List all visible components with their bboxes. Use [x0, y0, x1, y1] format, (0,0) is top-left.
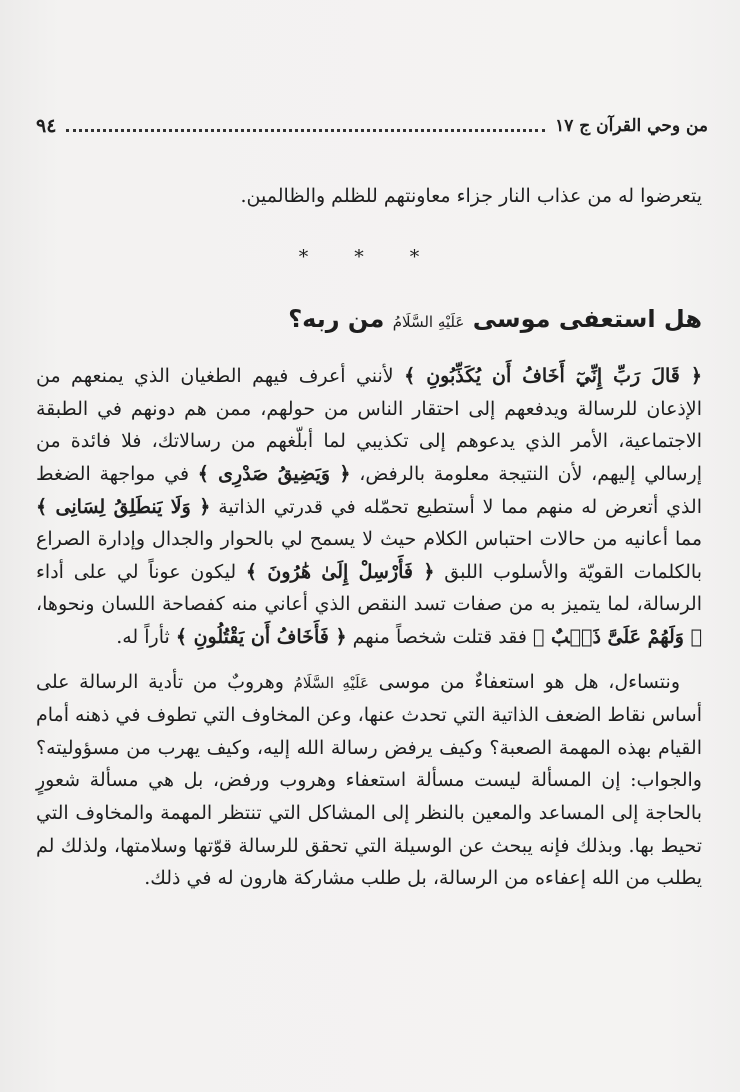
heading-text-end: من ربه؟: [288, 305, 385, 334]
honorific-glyph: عَلَيْهِ السَّلَامُ: [392, 313, 465, 332]
quran-quote: ﴿ فَأَرْسِلْ إِلَىٰ هَٰرُونَ ﴾: [245, 560, 435, 583]
paragraph-text: وهروبٌ من تأدية الرسالة على أساس نقاط الضعف الذاتية التي تحدث عنها، وعن المخاوف التي تطوف في ذهنه أمام القيام بهذه المهمة الصعبة؟ وكيف يرفض رسالة الله إليه، وكيف يهرب من مسؤوليته؟ والجواب: إن المسألة ليست مسألة استعفاء وهروب ورفض، بل هي مسألة شعورٍ بالحاجة إلى المساعد والمعين بالنظر إلى المشاكل التي تنتظر المهمة والمخاوف التي تحيط بها. وبذلك فإنه يبحث عن الوسيلة التي تحقق للرسالة قوّتها وسلامتها، ولذلك لم يطلب من الله إعفاءه من الرسالة، بل طلب مشاركة هارون له في ذلك.: [36, 670, 702, 890]
paragraph-text: ثأراً له.: [116, 625, 176, 648]
opening-line: يتعرضوا له من عذاب النار جزاء معاونتهم للظلم والظالمين.: [240, 185, 702, 207]
heading-text-start: هل استعفى موسى: [472, 305, 702, 334]
paragraph-text: فقد قتلت شخصاً منهم: [346, 625, 533, 648]
quran-quote: ﴿ قَالَ رَبِّ إِنِّيٓ أَخَافُ أَن يُكَذِّبُونِ ﴾: [404, 365, 702, 388]
quran-quote: ﴿ وَيَضِيقُ صَدْرِى ﴾: [197, 462, 351, 485]
page-body: [36, 180, 702, 895]
paragraph-2: [36, 666, 702, 895]
quran-quote: ﴿ وَلَهُمْ عَلَىَّ ذَنۢبٌ ﴾: [532, 625, 702, 648]
dotted-leader: [66, 129, 545, 132]
paragraph-1: [36, 360, 702, 653]
paragraph-text: مما أعانيه من حالات احتباس الكلام حيث لا يسمح لي بالحوار والجدال وإدارة الصراع بالكلمات القويّة والأسلوب اللبق: [36, 528, 702, 583]
paragraph-gap: [36, 654, 702, 666]
paragraph-text: لأنني أعرف فيهم الطغيان الذي يمنعهم من الإذعان للرسالة ويدفعهم إلى احتقار الناس من حولهم، ممن هم دونهم في الطبقة الاجتماعية، الأمر الذي يدعوهم إلى تكذيبي لما أبلّغهم من رسالاتك، فلا فائدة من إرسالي إليهم، لأن النتيجة معلومة بالرفض،: [36, 365, 702, 485]
running-header: [36, 108, 708, 144]
quran-quote: ﴿ فَأَخَافُ أَن يَقْتُلُونِ ﴾: [175, 625, 347, 648]
paragraph-text: في مواجهة الضغط الذي أتعرض له منهم مما لا أستطيع تحمّله في قدرتي الذاتية: [36, 462, 702, 518]
section-heading: [36, 299, 702, 342]
quran-quote: ﴿ وَلَا يَنطَلِقُ لِسَانِى ﴾: [36, 495, 211, 518]
page-number: ٩٤: [36, 115, 57, 137]
paragraph-text: ليكون عوناً لي على أداء الرسالة، لما يتميز به من صفات تسد النقص الذي أعاني منه كفصاحة اللسان ونحوها،: [36, 560, 702, 616]
section-separator: * * *: [298, 245, 440, 268]
honorific-glyph: عَلَيْهِ السَّلَامُ: [293, 673, 369, 692]
paragraph-text: ونتساءل، هل هو استعفاءٌ من موسى: [368, 670, 681, 693]
book-title: من وحي القرآن ج ١٧: [555, 116, 708, 136]
